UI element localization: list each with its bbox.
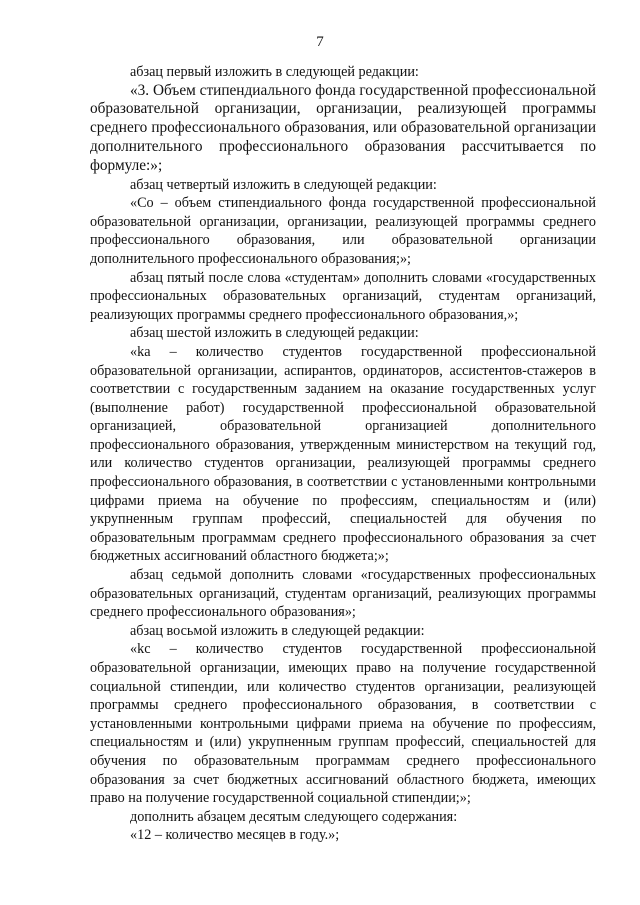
paragraph-amendment-first: абзац первый изложить в следующей редакции: bbox=[130, 64, 419, 80]
paragraph-amendment-sixth: абзац шестой изложить в следующей редакции: bbox=[130, 325, 419, 342]
document-body bbox=[90, 63, 596, 845]
paragraph-months-definition: «12 – количество месяцев в году.»; bbox=[130, 827, 340, 844]
paragraph-ka-definition: «kа – количество студентов государственной профессиональной образовательной организации, аспирантов, ординаторов, ассистентов-стажеров в соответствии с государственным заданием на оказание государственных услуг (выполнение работ) государственной профессиональной образовательной организацией, образовательной организацией дополнительного профессионального образования, утвержденным министерством на текущий год, или количество студентов организации, реализующей программы среднего профессионального образования, в соответствии с установленными контрольными цифрами приема на обучение по профессиям, специальностям и (или) укрупненным группам профессий, специальностей для обучения по образовательным программам среднего профессионального образования за счет бюджетных ассигнований областного бюджета;»; bbox=[90, 343, 596, 565]
paragraph-amendment-seventh: абзац седьмой дополнить словами «государственных профессиональных образовательных организаций, студентам организаций, реализующих программы среднего профессионального образования»; bbox=[90, 567, 596, 621]
paragraph-kc-definition: «kс – количество студентов государственной профессиональной образовательной организации, имеющих право на получение государственной социальной стипендии, или количество студентов организации, реализующей программы среднего профессионального образования, в соответствии с установленными контрольными цифрами приема на обучение по профессиям, специальностям и (или) укрупненным группам профессий, специальностей для обучения по образовательным программам среднего профессионального образования за счет бюджетных ассигнований областного бюджета, имеющих право на получение государственной социальной стипендии;»; bbox=[90, 641, 596, 807]
paragraph-add-tenth: дополнить абзацем десятым следующего содержания: bbox=[130, 808, 458, 825]
paragraph-amendment-eighth: абзац восьмой изложить в следующей редакции: bbox=[130, 622, 425, 639]
paragraph-amendment-fifth: абзац пятый после слова «студентам» дополнить словами «государственных профессиональных образовательных организаций, студентам организаций, реализующих программы среднего профессионального образования,»; bbox=[90, 269, 596, 323]
paragraph-fund-volume: «3. Объем стипендиального фонда государственной профессиональной образовательной организации, организации, реализующей программы среднего профессионального образования, или образовательной организации дополнительного профессионального образования рассчитывается по формуле:»; bbox=[90, 81, 596, 174]
paragraph-amendment-fourth: абзац четвертый изложить в следующей редакции: bbox=[130, 176, 437, 193]
paragraph-co-definition: «Со – объем стипендиального фонда государственной профессиональной образовательной организации, организации, реализующей программы среднего профессионального образования, или образовательной организации дополнительного профессионального образования;»; bbox=[90, 195, 596, 267]
page-number: 7 bbox=[316, 34, 324, 50]
